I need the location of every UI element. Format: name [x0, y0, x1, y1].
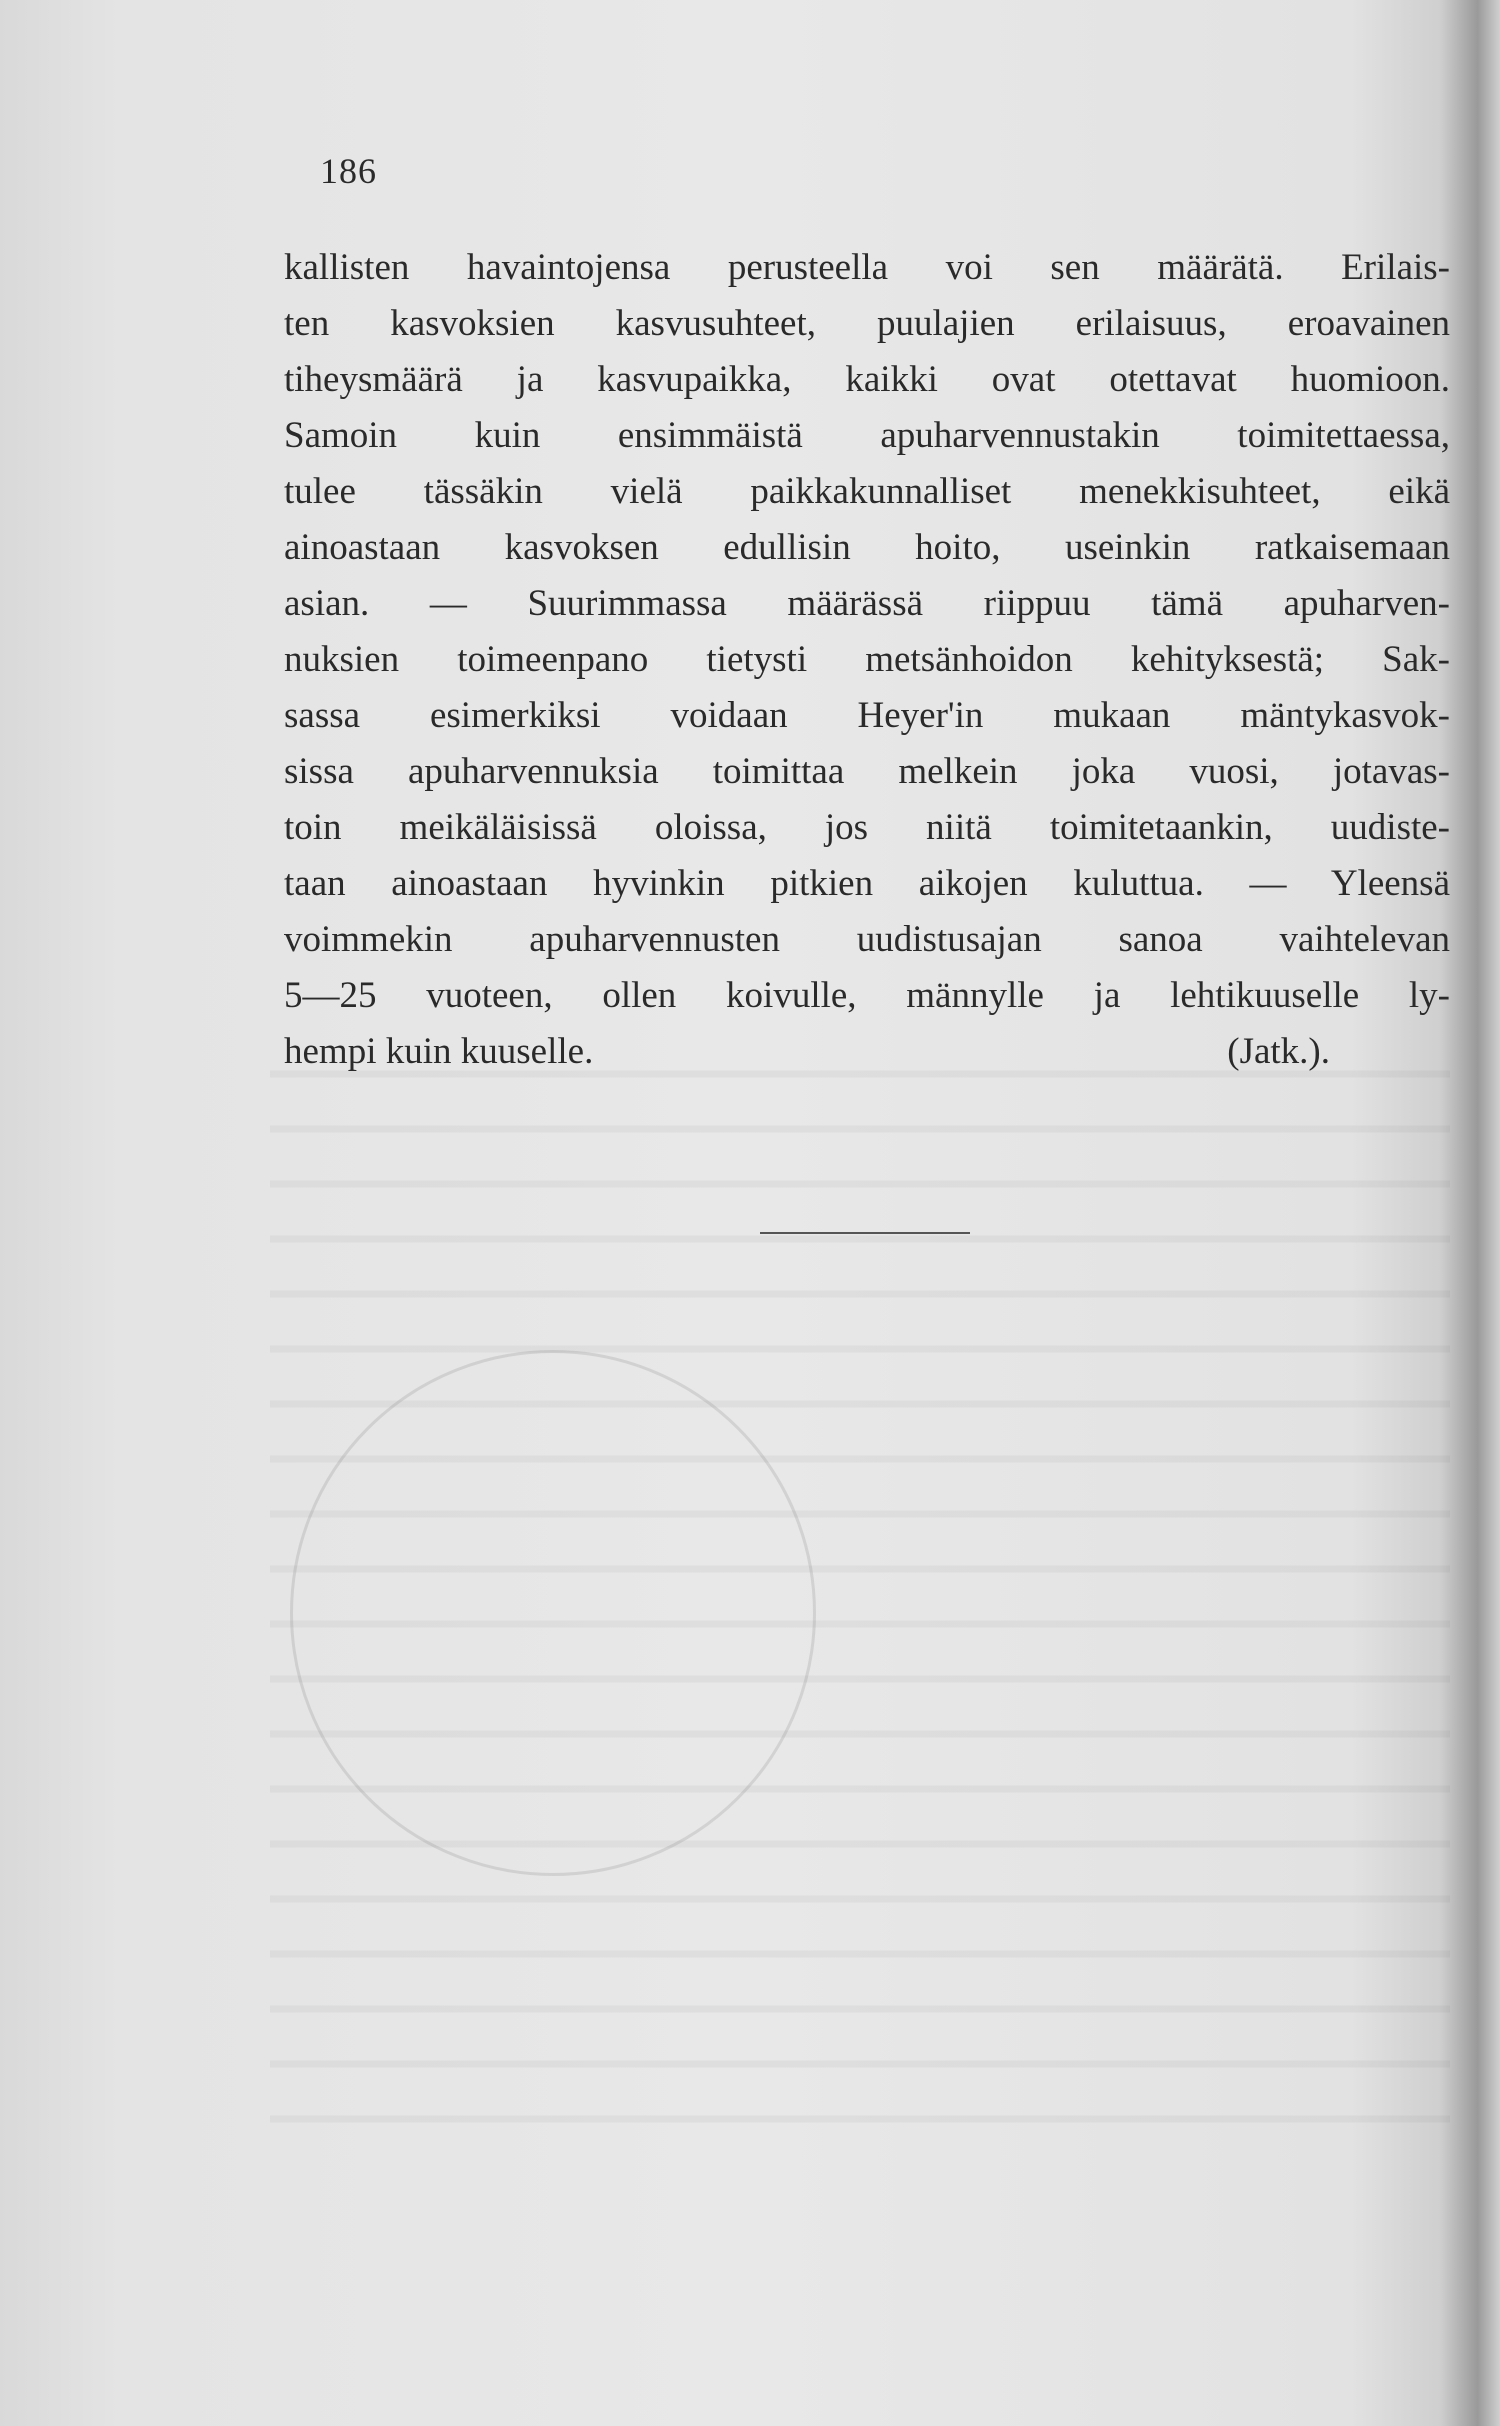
text-line: sassa esimerkiksi voidaan Heyer'in mukaan mäntykasvok-: [284, 695, 1450, 736]
text-line: toin meikäläisissä oloissa, jos niitä toimitetaankin, uudiste-: [284, 807, 1450, 848]
text-line: ten kasvoksien kasvusuhteet, puulajien erilaisuus, eroavainen: [284, 303, 1450, 344]
text-line: Samoin kuin ensimmäistä apuharvennustakin toimitettaessa,: [284, 415, 1450, 456]
section-end-rule: [760, 1232, 970, 1234]
text-line: 5—25 vuoteen, ollen koivulle, männylle ja lehtikuuselle ly-: [284, 975, 1450, 1016]
final-line-text: hempi kuin kuuselle.: [284, 1031, 594, 1072]
text-line-final: [284, 1024, 1450, 1080]
body-paragraph: [284, 240, 1450, 1080]
continued-note: (Jatk.).: [1227, 1031, 1330, 1072]
text-line: kallisten havaintojensa perusteella voi sen määrätä. Erilais-: [284, 247, 1450, 288]
text-line: taan ainoastaan hyvinkin pitkien aikojen kuluttua. — Yleensä: [284, 863, 1450, 904]
page-number: 186: [320, 151, 377, 191]
text-line: nuksien toimeenpano tietysti metsänhoidon kehityksestä; Sak-: [284, 639, 1450, 680]
show-through-stamp: [290, 1350, 816, 1876]
text-line: asian. — Suurimmassa määrässä riippuu tämä apuharven-: [284, 583, 1450, 624]
text-line: sissa apuharvennuksia toimittaa melkein joka vuosi, jotavas-: [284, 751, 1450, 792]
text-line: tiheysmäärä ja kasvupaikka, kaikki ovat otettavat huomioon.: [284, 359, 1450, 400]
text-line: voimmekin apuharvennusten uudistusajan sanoa vaihtelevan: [284, 919, 1450, 960]
text-line: tulee tässäkin vielä paikkakunnalliset menekkisuhteet, eikä: [284, 471, 1450, 512]
text-line: ainoastaan kasvoksen edullisin hoito, useinkin ratkaisemaan: [284, 527, 1450, 568]
